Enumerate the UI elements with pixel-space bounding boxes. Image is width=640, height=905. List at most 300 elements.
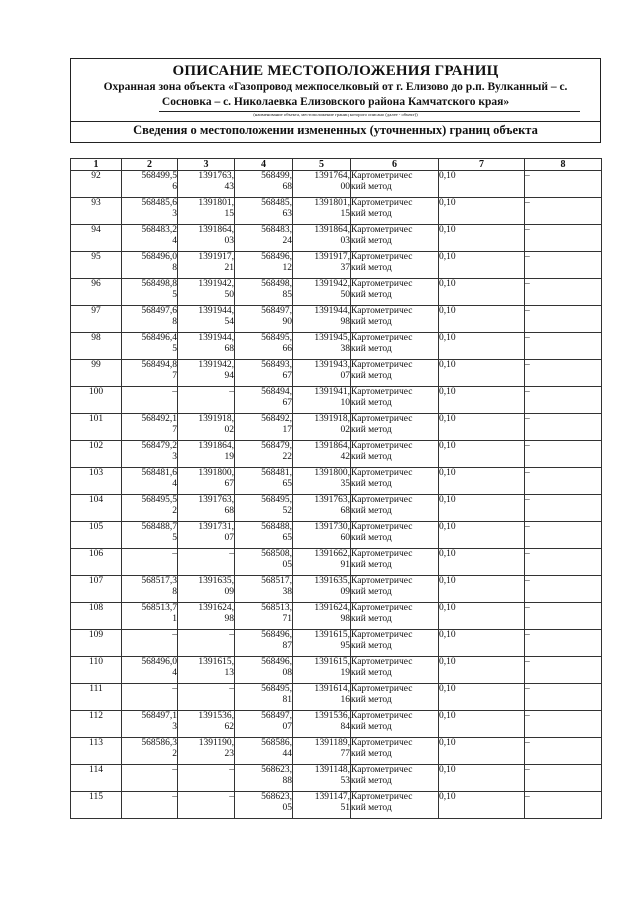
coordinate-part: 1 — [172, 614, 177, 624]
coordinate-cell — [293, 603, 351, 630]
coordinate-part: 1391536, — [314, 711, 350, 721]
coordinate-cell: – — [178, 549, 235, 576]
coordinate-part: 1391190, — [198, 738, 234, 748]
coordinate-part: 4 — [172, 236, 177, 246]
method-part: кий метод — [351, 776, 392, 786]
coordinate-cell — [122, 306, 178, 333]
coordinate-part: 1391944, — [198, 333, 234, 343]
coordinate-cell — [293, 549, 351, 576]
coordinate-cell — [178, 171, 235, 198]
coordinate-cell: – — [122, 792, 178, 819]
precision-cell: 0,10 — [439, 603, 525, 630]
coordinate-cell — [178, 495, 235, 522]
coordinate-part: 7 — [172, 371, 177, 381]
description-cell: – — [525, 306, 602, 333]
coordinate-cell — [293, 279, 351, 306]
description-cell: – — [525, 225, 602, 252]
description-cell: – — [525, 603, 602, 630]
method-part: кий метод — [351, 236, 392, 246]
coordinate-part: 15 — [224, 209, 234, 219]
coordinate-part: 568488, — [261, 522, 292, 532]
coordinate-part: 8 — [172, 263, 177, 273]
point-number-cell: 98 — [71, 333, 122, 360]
method-part: Картометричес — [351, 549, 413, 559]
coordinate-cell — [122, 738, 178, 765]
coordinate-part: 568492,1 — [141, 414, 177, 424]
coordinate-part: 568493, — [261, 360, 292, 370]
method-part: кий метод — [351, 533, 392, 543]
method-part: кий метод — [351, 344, 392, 354]
coordinate-part: 22 — [282, 452, 292, 462]
coordinate-cell — [122, 522, 178, 549]
object-name-line-1: Охранная зона объекта «Газопровод межпоселковый от г. Елизово до р.п. Вулканный – с. — [103, 81, 568, 93]
coordinate-cell — [122, 252, 178, 279]
coordinate-cell: – — [122, 684, 178, 711]
coordinate-cell — [122, 603, 178, 630]
column-header: 4 — [235, 159, 293, 171]
method-cell — [351, 441, 439, 468]
point-number-cell: 102 — [71, 441, 122, 468]
coordinate-part: 1391944, — [198, 306, 234, 316]
coordinate-part: 2 — [172, 749, 177, 759]
coordinate-part: 568498, — [261, 279, 292, 289]
table-row — [71, 684, 602, 711]
coordinate-cell — [293, 738, 351, 765]
coordinate-part: 5 — [172, 344, 177, 354]
coordinate-cell — [235, 333, 293, 360]
coordinate-cell — [293, 171, 351, 198]
coordinate-part: 05 — [282, 560, 292, 570]
coordinate-part: 88 — [282, 776, 292, 786]
coordinate-cell — [122, 198, 178, 225]
coordinate-cell: – — [178, 630, 235, 657]
coordinate-part: 568494,8 — [141, 360, 177, 370]
description-cell: – — [525, 657, 602, 684]
coordinate-cell — [293, 495, 351, 522]
column-header: 8 — [525, 159, 602, 171]
table-row — [71, 765, 602, 792]
precision-cell: 0,10 — [439, 252, 525, 279]
coordinate-cell — [178, 657, 235, 684]
method-cell — [351, 225, 439, 252]
point-number-cell: 96 — [71, 279, 122, 306]
method-cell — [351, 792, 439, 819]
method-part: Картометричес — [351, 279, 413, 289]
coordinate-cell: – — [178, 387, 235, 414]
coordinate-cell: – — [122, 765, 178, 792]
method-part: кий метод — [351, 182, 392, 192]
coordinate-part: 24 — [282, 236, 292, 246]
coordinate-part: 568513,7 — [141, 603, 177, 613]
coordinate-cell: – — [122, 549, 178, 576]
object-name-line-2: Сосновка – с. Николаевка Елизовского района Камчатского края» — [161, 96, 510, 108]
coordinate-part: 568488,7 — [141, 522, 177, 532]
coordinate-part: 13 — [224, 668, 234, 678]
method-part: Картометричес — [351, 495, 413, 505]
coordinate-part: 568517,3 — [141, 576, 177, 586]
coordinate-cell — [178, 198, 235, 225]
coordinate-cell — [293, 333, 351, 360]
coordinate-cell — [293, 468, 351, 495]
precision-cell: 0,10 — [439, 495, 525, 522]
coordinate-part: 568499, — [261, 171, 292, 181]
coordinate-cell — [178, 306, 235, 333]
precision-cell: 0,10 — [439, 468, 525, 495]
coordinate-cell — [122, 225, 178, 252]
coordinate-part: 1391917, — [198, 252, 234, 262]
method-cell — [351, 171, 439, 198]
coordinate-cell — [122, 333, 178, 360]
coordinate-part: 568499,5 — [141, 171, 177, 181]
table-row — [71, 468, 602, 495]
coordinate-part: 568497, — [261, 306, 292, 316]
method-cell — [351, 198, 439, 225]
coordinate-cell — [178, 252, 235, 279]
coordinate-part: 568497, — [261, 711, 292, 721]
description-cell: – — [525, 171, 602, 198]
coordinate-part: 1391864, — [314, 441, 350, 451]
coordinate-cell — [235, 198, 293, 225]
method-part: Картометричес — [351, 603, 413, 613]
coordinate-part: 60 — [340, 533, 350, 543]
coordinate-part: 87 — [282, 641, 292, 651]
coordinate-part: 568492, — [261, 414, 292, 424]
precision-cell: 0,10 — [439, 711, 525, 738]
method-part: Картометричес — [351, 414, 413, 424]
description-cell: – — [525, 711, 602, 738]
coordinate-cell — [235, 468, 293, 495]
description-cell: – — [525, 252, 602, 279]
point-number-cell: 107 — [71, 576, 122, 603]
description-cell: – — [525, 414, 602, 441]
method-cell — [351, 387, 439, 414]
coordinate-cell: – — [178, 792, 235, 819]
table-row — [71, 387, 602, 414]
coordinate-cell — [235, 711, 293, 738]
description-cell: – — [525, 468, 602, 495]
coordinate-part: 07 — [282, 722, 292, 732]
method-part: Картометричес — [351, 657, 413, 667]
coordinate-part: 98 — [340, 614, 350, 624]
coordinate-part: 52 — [282, 506, 292, 516]
coordinate-part: 68 — [282, 182, 292, 192]
coordinate-part: 568496, — [261, 630, 292, 640]
method-part: Картометричес — [351, 333, 413, 343]
point-number-cell: 99 — [71, 360, 122, 387]
coordinate-part: 09 — [340, 587, 350, 597]
method-part: кий метод — [351, 209, 392, 219]
coordinate-part: 08 — [282, 668, 292, 678]
coordinate-cell — [122, 360, 178, 387]
precision-cell: 0,10 — [439, 333, 525, 360]
method-part: Картометричес — [351, 171, 413, 181]
coordinate-cell — [235, 765, 293, 792]
coordinate-part: 42 — [340, 452, 350, 462]
description-cell: – — [525, 495, 602, 522]
precision-cell: 0,10 — [439, 225, 525, 252]
header-divider — [71, 121, 600, 122]
coordinate-cell — [235, 306, 293, 333]
coordinate-cell — [178, 360, 235, 387]
method-part: Картометричес — [351, 738, 413, 748]
coordinate-cell — [235, 792, 293, 819]
table-row — [71, 603, 602, 630]
coordinate-part: 568485, — [261, 198, 292, 208]
method-cell — [351, 333, 439, 360]
coordinate-cell — [235, 657, 293, 684]
coordinate-part: 1391624, — [314, 603, 350, 613]
coordinate-part: 15 — [340, 209, 350, 219]
method-part: кий метод — [351, 614, 392, 624]
coordinate-part: 38 — [282, 587, 292, 597]
coordinate-part: 10 — [340, 398, 350, 408]
precision-cell: 0,10 — [439, 441, 525, 468]
coordinate-part: 85 — [282, 290, 292, 300]
coordinate-cell — [293, 306, 351, 333]
coordinate-cell — [178, 279, 235, 306]
precision-cell: 0,10 — [439, 279, 525, 306]
coordinate-part: 1391864, — [314, 225, 350, 235]
precision-cell: 0,10 — [439, 576, 525, 603]
description-cell: – — [525, 522, 602, 549]
coordinate-cell — [235, 603, 293, 630]
method-part: кий метод — [351, 425, 392, 435]
coordinate-cell — [293, 360, 351, 387]
coordinate-cell: – — [178, 684, 235, 711]
coordinate-part: 1391800, — [198, 468, 234, 478]
table-row — [71, 414, 602, 441]
coordinate-cell — [235, 360, 293, 387]
method-part: кий метод — [351, 803, 392, 813]
coordinate-part: 1391615, — [314, 630, 350, 640]
precision-cell: 0,10 — [439, 792, 525, 819]
coordinate-cell — [178, 711, 235, 738]
method-cell — [351, 468, 439, 495]
coordinate-cell — [235, 522, 293, 549]
method-cell — [351, 360, 439, 387]
coordinate-part: 38 — [340, 344, 350, 354]
column-header: 3 — [178, 159, 235, 171]
table-row — [71, 171, 602, 198]
coordinate-part: 4 — [172, 668, 177, 678]
table-row — [71, 495, 602, 522]
coordinate-part: 1391763, — [198, 171, 234, 181]
coordinate-cell — [235, 387, 293, 414]
description-cell: – — [525, 630, 602, 657]
coordinate-cell — [122, 468, 178, 495]
coordinate-part: 68 — [224, 506, 234, 516]
method-cell — [351, 630, 439, 657]
coordinate-part: 1391801, — [198, 198, 234, 208]
coordinate-part: 1391864, — [198, 441, 234, 451]
coordinate-part: 5 — [172, 290, 177, 300]
coordinate-cell — [178, 603, 235, 630]
coordinate-cell: – — [122, 387, 178, 414]
coordinate-part: 568508, — [261, 549, 292, 559]
method-part: Картометричес — [351, 306, 413, 316]
coordinate-part: 07 — [340, 371, 350, 381]
coordinate-cell — [122, 414, 178, 441]
method-part: Картометричес — [351, 360, 413, 370]
table-row — [71, 711, 602, 738]
precision-cell: 0,10 — [439, 387, 525, 414]
coordinate-part: 54 — [224, 317, 234, 327]
coordinate-part: 3 — [172, 452, 177, 462]
precision-cell: 0,10 — [439, 171, 525, 198]
method-part: кий метод — [351, 506, 392, 516]
coordinate-cell — [178, 468, 235, 495]
coordinate-part: 37 — [340, 263, 350, 273]
method-part: Картометричес — [351, 441, 413, 451]
method-part: кий метод — [351, 641, 392, 651]
coordinate-cell — [293, 522, 351, 549]
coordinate-cell — [293, 657, 351, 684]
method-part: кий метод — [351, 560, 392, 570]
coordinate-part: 568513, — [261, 603, 292, 613]
coordinate-cell — [235, 414, 293, 441]
method-part: кий метод — [351, 452, 392, 462]
method-part: Картометричес — [351, 765, 413, 775]
coordinate-part: 568485,6 — [141, 198, 177, 208]
coordinate-cell — [293, 414, 351, 441]
section-subtitle: Сведения о местоположении измененных (уточненных) границ объекта — [133, 123, 538, 137]
coordinate-part: 02 — [340, 425, 350, 435]
point-number-cell: 109 — [71, 630, 122, 657]
precision-cell: 0,10 — [439, 657, 525, 684]
table-row — [71, 306, 602, 333]
method-cell — [351, 306, 439, 333]
method-cell — [351, 738, 439, 765]
coordinate-part: 568497,1 — [141, 711, 177, 721]
point-number-cell: 113 — [71, 738, 122, 765]
point-number-cell: 115 — [71, 792, 122, 819]
coordinate-part: 68 — [340, 506, 350, 516]
precision-cell: 0,10 — [439, 306, 525, 333]
precision-cell: 0,10 — [439, 414, 525, 441]
coordinate-part: 07 — [224, 533, 234, 543]
table-row — [71, 198, 602, 225]
description-cell: – — [525, 765, 602, 792]
coordinate-part: 1391945, — [314, 333, 350, 343]
coordinate-part: 7 — [172, 425, 177, 435]
coordinate-part: 568479, — [261, 441, 292, 451]
coordinate-part: 67 — [224, 479, 234, 489]
coordinate-part: 84 — [340, 722, 350, 732]
coordinate-part: 43 — [224, 182, 234, 192]
coordinate-part: 09 — [224, 587, 234, 597]
column-header: 6 — [351, 159, 439, 171]
coordinate-part: 568481, — [261, 468, 292, 478]
coordinate-cell — [122, 441, 178, 468]
coordinate-part: 65 — [282, 479, 292, 489]
coordinate-part: 16 — [340, 695, 350, 705]
coordinate-part: 35 — [340, 479, 350, 489]
coordinate-part: 568497,6 — [141, 306, 177, 316]
coordinate-part: 1391731, — [198, 522, 234, 532]
method-part: кий метод — [351, 479, 392, 489]
coordinate-part: 1391864, — [198, 225, 234, 235]
column-header: 1 — [71, 159, 122, 171]
coordinate-part: 05 — [282, 803, 292, 813]
coordinate-cell — [293, 576, 351, 603]
coordinate-part: 1391763, — [198, 495, 234, 505]
coordinate-cell — [122, 495, 178, 522]
coordinate-part: 568479,2 — [141, 441, 177, 451]
coordinate-part: 21 — [224, 263, 234, 273]
table-row — [71, 333, 602, 360]
coordinate-cell — [122, 657, 178, 684]
coordinate-part: 568483,2 — [141, 225, 177, 235]
coordinate-cell — [235, 441, 293, 468]
coordinate-part: 568586, — [261, 738, 292, 748]
table-row — [71, 441, 602, 468]
table-row — [71, 549, 602, 576]
coordinate-part: 1391942, — [314, 279, 350, 289]
method-part: Картометричес — [351, 792, 413, 802]
method-part: кий метод — [351, 695, 392, 705]
coordinate-part: 568623, — [261, 765, 292, 775]
coordinate-part: 1391624, — [198, 603, 234, 613]
coordinate-part: 1391800, — [314, 468, 350, 478]
column-header: 7 — [439, 159, 525, 171]
point-number-cell: 105 — [71, 522, 122, 549]
coordinate-part: 1391944, — [314, 306, 350, 316]
coordinate-part: 568483, — [261, 225, 292, 235]
table-row — [71, 279, 602, 306]
coordinate-part: 23 — [224, 749, 234, 759]
coordinate-cell — [235, 495, 293, 522]
method-part: Картометричес — [351, 576, 413, 586]
coordinate-part: 568586,3 — [141, 738, 177, 748]
coordinate-part: 62 — [224, 722, 234, 732]
coordinate-part: 65 — [282, 533, 292, 543]
coordinate-part: 1391942, — [198, 360, 234, 370]
coordinate-part: 5 — [172, 533, 177, 543]
coordinate-cell — [235, 171, 293, 198]
coordinate-cell — [122, 576, 178, 603]
coordinate-part: 94 — [224, 371, 234, 381]
coordinate-part: 568496,0 — [141, 252, 177, 262]
precision-cell: 0,10 — [439, 765, 525, 792]
method-cell — [351, 252, 439, 279]
point-number-cell: 111 — [71, 684, 122, 711]
method-cell — [351, 279, 439, 306]
method-part: кий метод — [351, 587, 392, 597]
precision-cell: 0,10 — [439, 684, 525, 711]
coordinate-part: 19 — [340, 668, 350, 678]
coordinate-cell — [178, 441, 235, 468]
point-number-cell: 93 — [71, 198, 122, 225]
coordinate-part: 568496,4 — [141, 333, 177, 343]
coordinate-part: 1391147, — [314, 792, 350, 802]
table-row — [71, 630, 602, 657]
method-cell — [351, 603, 439, 630]
coordinate-part: 568496, — [261, 252, 292, 262]
method-part: Картометричес — [351, 522, 413, 532]
coordinate-cell — [293, 198, 351, 225]
method-part: Картометричес — [351, 468, 413, 478]
point-number-cell: 97 — [71, 306, 122, 333]
coordinate-part: 17 — [282, 425, 292, 435]
coordinate-part: 568495, — [261, 495, 292, 505]
method-part: Картометричес — [351, 387, 413, 397]
coordinate-part: 77 — [340, 749, 350, 759]
coordinate-part: 95 — [340, 641, 350, 651]
coordinate-cell — [235, 684, 293, 711]
description-cell: – — [525, 792, 602, 819]
column-header: 2 — [122, 159, 178, 171]
coordinate-part: 91 — [340, 560, 350, 570]
